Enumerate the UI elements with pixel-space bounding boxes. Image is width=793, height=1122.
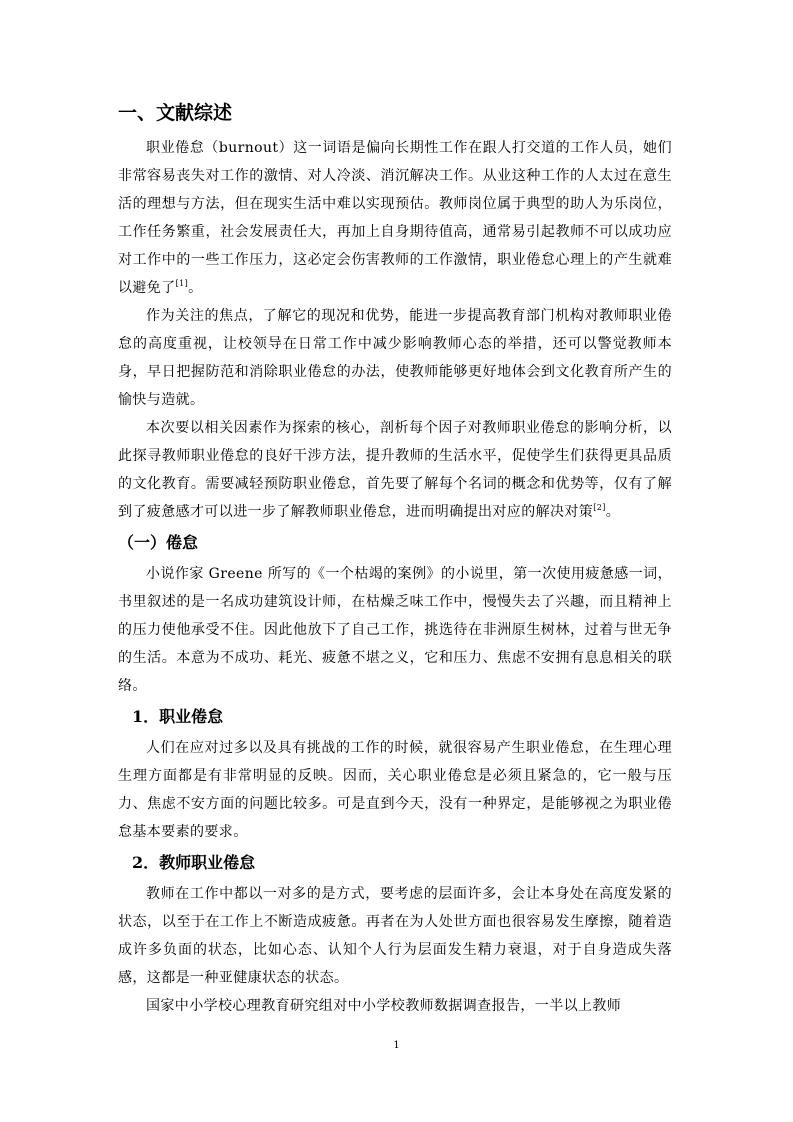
page-content [118, 98, 672, 1020]
citation-ref: [1] [175, 279, 189, 288]
item-number: 1． [132, 707, 160, 726]
paragraph: 国家中小学校心理教育研究组对中小学校教师数据调查报告，一半以上教师 [146, 998, 622, 1014]
item-heading-job-burnout [118, 700, 672, 734]
paragraph: 人们在应对过多以及具有挑战的工作的时候，就很容易产生职业倦怠，在生理心理生理方面都是有非常明显的反映。因而，关心职业倦怠是必须且紧急的，它一般与压力、焦虑不安方面的问题比较多。可是直到今天，没有一种界定，是能够视之为职业倦怠基本要素的要求。 [118, 740, 672, 840]
page-number: 1 [393, 1040, 400, 1051]
paragraph-text: 职业倦怠（burnout）这一词语是偏向长期性工作在跟人打交道的工作人员，她们非常容易丧失对工作的激情、对人冷淡、消沉解决工作。从业这种工作的人太过在意生活的理想与方法，但在现实生活中难以实现预估。教师岗位属于典型的助人为乐岗位，工作任务繁重，社会发展责任大，再加上自身期待值高，通常易引起教师不可以成功应对工作中的一些工作压力，这必定会伤害教师的工作激情，职业倦怠心理上的产生就难以避免了 [118, 140, 672, 296]
paragraph-text: 本次要以相关因素作为探索的核心，剖析每个因子对教师职业倦怠的影响分析，以此探寻教师职业倦怠的良好干涉方法，提升教师的生活水平，促使学生们获得更具品质的文化教育。需要减轻预防职业倦怠，首先要了解每个名词的概念和优势等，仅有了解到了疲惫感才可以进一步了解教师职业倦怠，进而明确提出对应的解决对策 [118, 420, 672, 520]
paragraph [118, 414, 672, 526]
item-heading-teacher-burnout [118, 846, 672, 880]
paragraph: 小说作家 Greene 所写的《一个枯竭的案例》的小说里，第一次使用疲惫感一词，书里叙述的是一名成功建筑设计师，在枯燥乏味工作中，慢慢失去了兴趣，而且精神上的压力使他承受不住。因此他放下了自己工作，挑选待在非洲原生树林，过着与世无争的生活。本意为不成功、耗光、疲惫不堪之义，它和压力、焦虑不安拥有息息相关的联络。 [118, 566, 672, 694]
paragraph: 作为关注的焦点，了解它的现况和优势，能进一步提高教育部门机构对教师职业倦怠的高度重视，让校领导在日常工作中减少影响教师心态的举措，还可以警觉教师本身，早日把握防范和消除职业倦怠的办法，使教师能够更好地体会到文化教育所产生的愉快与造就。 [118, 308, 672, 408]
paragraph [118, 134, 672, 302]
subsection-heading-burnout: （一）倦怠 [118, 533, 199, 552]
item-title: 职业倦怠 [159, 707, 224, 726]
item-number: 2． [132, 853, 160, 872]
paragraph-end: 。 [605, 504, 621, 520]
item-title: 教师职业倦怠 [159, 853, 256, 872]
paragraph-end: 。 [188, 280, 203, 296]
paragraph: 教师在工作中都以一对多的是方式，要考虑的层面许多，会让本身处在高度发紧的状态，以至于在工作上不断造成疲惫。再者在为人处世方面也很容易发生摩擦，随着造成许多负面的状态，比如心态、认知个人行为层面发生精力衰退，对于自身造成失落感，这都是一种亚健康状态的状态。 [118, 886, 672, 986]
section-heading-literature-review: 一、文献综述 [118, 102, 233, 124]
citation-ref: [2] [593, 503, 606, 512]
